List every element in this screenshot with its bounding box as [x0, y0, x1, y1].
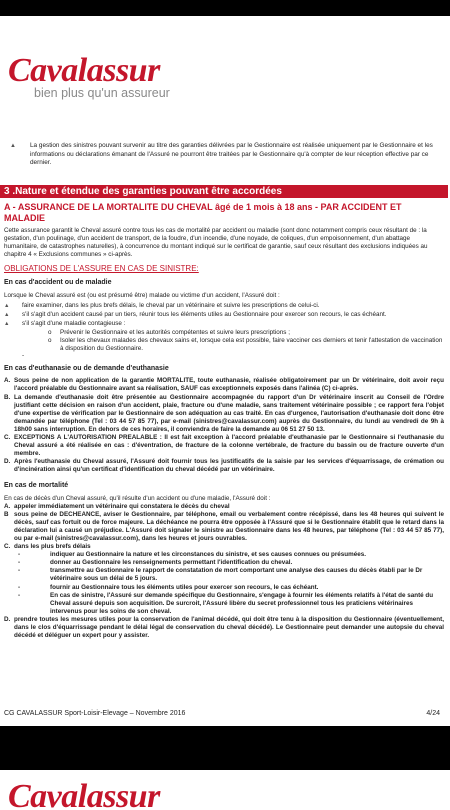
list-item: A. Sous peine de non application de la garantie MORTALITE, toute euthanasie, réalisée obligatoirement par un Dr vétérinaire, doit avoir reçu l'accord préalable du Gestionnaire avant sa réalisation, SAUF cas exceptionnels exposés dans l'alinéa (C) ci-après.: [4, 377, 444, 393]
logo-wordmark: Cavalassur: [8, 52, 160, 89]
list-item: - transmettre au Gestionnaire le rapport de constatation de mort comportant une analyse des causes du décès établi par le Dr vétérinaire sous un délai de 5 jours.: [18, 567, 423, 583]
triangle-bullet-icon: ▲: [4, 320, 10, 327]
next-page-preview: [0, 770, 450, 810]
euthanasia-list: [4, 377, 444, 474]
mortality-title: En cas de mortalité: [4, 482, 69, 490]
page-number: 4/24: [426, 710, 440, 717]
euthanasia-title: En cas d'euthanasie ou de demande d'euthanasie: [4, 365, 169, 373]
document-page: [0, 16, 450, 726]
logo-tagline: bien plus qu'un assureur: [34, 86, 170, 100]
dash-marker: -: [22, 352, 25, 360]
list-item: o Isoler les chevaux malades des chevaux sains et, lorsque cela est possible, faire vacciner ces derniers et tenir l'attestation de vaccination à disposition du Gestionnaire.: [48, 337, 443, 353]
obligations-title: OBLIGATIONS DE L'ASSURE EN CAS DE SINISTRE:: [4, 264, 199, 274]
circle-bullet-icon: o: [48, 337, 52, 345]
list-item: D. prendre toutes les mesures utiles pour la conservation de l'animal décédé, qui doit être tenu à la disposition du Gestionnaire (éventuellement, dans le clos d'équarrissage pendant le délai légal de conservation du cheval décédé). Le Gestionnaire peut demander une autopsie du cheval décédé et déléguer un expert pour y assister.: [4, 615, 444, 640]
list-item: D. Après l'euthanasie du Cheval assuré, l'Assuré doit fournir tous les justificatifs de la saisie par les services d'équarrissage, de crémation ou d'incinération ainsi qu'un certificat d'identification du cheval décédé par un vétérinaire.: [4, 458, 444, 474]
list-item: - indiquer au Gestionnaire la nature et les circonstances du sinistre, et ses causes connues ou présumées.: [18, 551, 367, 559]
list-item: B. La demande d'euthanasie doit être présentée au Gestionnaire accompagnée du rapport d'un Dr vétérinaire inscrit au Conseil de l'Ordre justifiant cette décision en raison d'un accident, plaie, fracture ou d'une maladie, sans traitement vétérinaire possible ; ce rapport fera l'objet d'une expertise de vérification par le Gestionnaire de son adéquation au cas traité. En cas d'urgence, l'autorisation d'euthanasie doit donc être demandée par téléphone (Tel : 03 44 57 85 77), par e-mail (sinistres@cavalassur.com) auprès du Gestionnaire, du lundi au vendredi de 9h à 18h00 sans interruption. En dehors de ces horaires, il conviendra de faire la demande au 06 51 27 50 13.: [4, 393, 444, 433]
page-footer: [4, 710, 444, 717]
list-item: A. appeler immédiatement un vétérinaire qui constatera le décès du cheval: [4, 502, 230, 510]
list-item: C. EXCEPTIONS A L'AUTORISATION PREALABLE : Il est fait exception à l'accord préalable d'euthanasie par le Gestionnaire si l'euthanasie du Cheval assuré a été réalisée en cas : d'éventration, de fracture de la colonne vertébrale, de fracture du bassin ou de fracture ouverte d'un membre.: [4, 433, 444, 458]
coverage-paragraph: Cette assurance garantit le Cheval assuré contre tous les cas de mortalité par accident ou maladie (sont donc notamment compris ceux résultant de : la gestation, d'un poulinage, d'un accident de transport, de la foudre, d'un incendie, d'une noyade, de coliques, d'un empoisonnement, d'un abattage humanitaire, de catastrophes naturelles), à concurrence du montant indiqué sur le certificat de garantie, sauf ceux résultant des exclusions indiquées au chapitre 4 « Exclusions communes » ci-après.: [4, 227, 428, 259]
logo: [8, 52, 170, 100]
list-item: - donner au Gestionnaire les renseignements permettant l'identification du cheval.: [18, 559, 293, 567]
list-item: ▲ faire examiner, dans les plus brefs délais, le cheval par un vétérinaire et suivre les prescriptions de celui-ci.: [4, 301, 320, 309]
list-item: ▲ s'il s'agit d'une maladie contagieuse :: [4, 319, 126, 327]
list-item: - fournir au Gestionnaire tous les éléments utiles pour exercer son recours, le cas échéant.: [18, 583, 319, 591]
mortality-sublist: [4, 551, 444, 616]
top-black-bar: [0, 0, 450, 16]
mortality-list: [4, 503, 444, 552]
content: [4, 202, 444, 640]
mortality-list-end: [4, 616, 444, 640]
intro-text: La gestion des sinistres pouvant survenir au titre des garanties délivrées par le Gestionnaire est réalisée uniquement par le Gestionnaire et les informations ou déclarations émanant de l'Assuré ne pourront être traitées par le Gestionnaire qu'à compter de leur réception effective par ce dernier.: [30, 142, 433, 167]
accident-list: [4, 302, 444, 328]
footer-text: CG CAVALASSUR Sport-Loisir-Elevage – Novembre 2016: [4, 710, 186, 717]
logo-wordmark: Cavalassur: [8, 778, 160, 810]
mortality-intro: En cas de décès d'un Cheval assuré, qu'il résulte d'un accident ou d'une maladie, l'Assuré doit :: [4, 494, 271, 502]
triangle-bullet-icon: ▲: [10, 143, 16, 149]
accident-title: En cas d'accident ou de maladie: [4, 279, 112, 287]
circle-bullet-icon: o: [48, 328, 52, 336]
list-item: o Prévenir le Gestionnaire et les autorités compétentes et suivre leurs prescriptions ;: [48, 328, 290, 336]
list-item: C. dans les plus brefs délais: [4, 543, 91, 551]
section-title: 3 .Nature et étendue des garanties pouvant être accordées: [0, 185, 448, 198]
triangle-bullet-icon: ▲: [4, 302, 10, 309]
intro-paragraph: [10, 142, 438, 168]
subsection-title: A - ASSURANCE DE LA MORTALITE DU CHEVAL âgé de 1 mois à 18 ans - PAR ACCIDENT ET MALADIE: [4, 202, 402, 223]
triangle-bullet-icon: ▲: [4, 311, 10, 318]
list-item: - En cas de sinistre, l'Assuré sur demande spécifique du Gestionnaire, s'engage à fournir les éléments relatifs à l'état de santé du Cheval assuré depuis son acquisition. De surcroit, l'Assuré libère du secret professionnel tous les praticiens vétérinaires intervenus pour les soins de son cheval.: [18, 591, 434, 615]
contagious-sublist: [4, 329, 444, 353]
list-item: ▲ s'il s'agit d'un accident causé par un tiers, réunir tous les éléments utiles au Gestionnaire pour exercer son recours, le cas échéant.: [4, 310, 387, 318]
accident-intro: Lorsque le Cheval assuré est (ou est présumé être) malade ou victime d'un accident, l'Assuré doit :: [4, 291, 280, 299]
list-item: B sous peine de DECHEANCE, aviser le Gestionnaire, par téléphone, email ou verbalement contre récépissé, dans les 48 heures qui suivent le décès, sauf cas fortuit ou de force majeure. La déchéance ne pourra être opposée à l'Assuré que si le Gestionnaire établit que le retard dans la déclaration lui a causé un préjudice. L'Assuré doit signaler le sinistre au Gestionnaire dans les 48 heures, par téléphone (Tel : 03 44 57 85 77), ou par e-mail (sinistres@cavalassur.com), dans les heures et jours ouvrables.: [4, 510, 444, 542]
